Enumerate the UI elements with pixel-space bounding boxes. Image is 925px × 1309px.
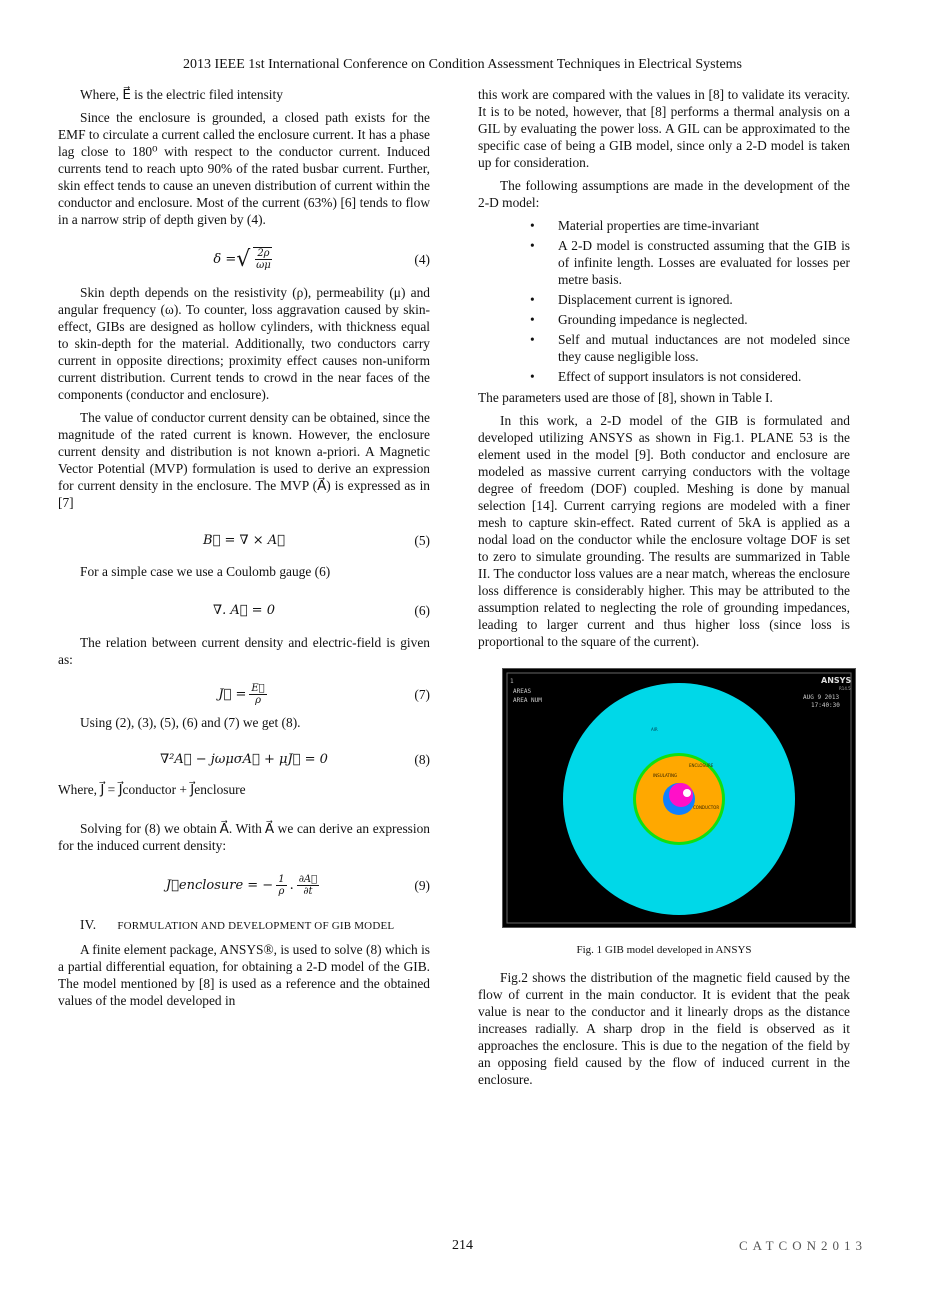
figure-caption: Fig. 1 GIB model developed in ANSYS (576, 944, 752, 956)
equation-number: (9) (414, 877, 430, 893)
list-item: • Grounding impedance is neglected. (558, 311, 850, 328)
fraction-numerator: E⃗ (251, 682, 265, 694)
equation-number: (5) (414, 532, 430, 548)
list-item: • Effect of support insulators is not considered. (558, 368, 850, 385)
section-number: IV. (80, 917, 97, 932)
fraction-denominator: ωμ (256, 260, 271, 271)
fraction-numerator: 2ρ (257, 248, 270, 259)
section-title: FORMULATION AND DEVELOPMENT OF GIB MODEL (117, 920, 395, 932)
equation-body: ∇. A⃗ = 0 (213, 602, 275, 618)
equation-6 (58, 586, 430, 634)
ansys-logo: ANSYS (821, 676, 852, 685)
running-header: 2013 IEEE 1st International Conference on Condition Assessment Techniques in Electrical Systems (182, 57, 743, 72)
equation-8 (58, 737, 430, 781)
fraction-numerator: ∂A⃗ (298, 873, 318, 885)
conductor-inner (683, 789, 691, 797)
gib-model-diagram (503, 669, 855, 927)
insulating-label: INSULATING (653, 773, 678, 778)
list-item: • Displacement current is ignored. (558, 291, 850, 308)
page-number: 214 (452, 1238, 473, 1253)
equation-7 (58, 674, 430, 714)
paragraph: this work are compared with the values in [8] to validate its veracity. It is to be noted, however, that [8] performs a thermal analysis on a GIL by evaluating the power loss. A GIL can be approximated to the specific case of being a GIB model, since only a 2-D model is taken up for consideration. (478, 87, 850, 170)
equation-lhs: J⃗ = (218, 686, 247, 702)
equation-number: (8) (414, 751, 430, 767)
paragraph: Since the enclosure is grounded, a closed path exists for the EMF to circulate a current called the enclosure current. It has a phase lag close to 180⁰ with respect to the conductor current. Induced currents tend to reach upto 90% of the rated busbar current. Further, skin effect tends to cause an uneven distribution of current within the conductor and enclosure. Most of the current (63%) [6] tends to flow in a narrow strip of depth given by (4). (58, 110, 430, 227)
paragraph: The relation between current density and electric-field is given as: (58, 635, 430, 667)
fraction-denominator: ρ (255, 694, 261, 706)
paragraph: Where, E⃗ is the electric filed intensity (80, 87, 283, 102)
frame-number: 1 (510, 678, 514, 685)
conference-footer: CATCON2013 (738, 1238, 867, 1253)
fraction-denominator: ρ (278, 885, 285, 897)
paragraph: Fig.2 shows the distribution of the magnetic field caused by the flow of current in the main conductor. It is evident that the peak value is near to the conductor and it linearly drops as the distance increases radially. A sharp drop in the field is observed as it approaches the enclosure. This is due to the negation of the field by an opposing field caused by the flow of induced current in the enclosure. (478, 970, 850, 1087)
equation-body: B⃗ = ∇ × A⃗ (203, 532, 285, 548)
fraction-denominator: ∂t (303, 885, 313, 897)
fraction-numerator: 1 (278, 873, 285, 885)
paragraph: The value of conductor current density can be obtained, since the magnitude of the rated current is known. However, the enclosure current density and distribution is not known a-priori. A Magnetic Vector Potential (MVP) formulation is used to derive an expression for current density in the enclosure. The MVP (A⃗) is expressed as in [7] (58, 410, 430, 510)
paragraph: A finite element package, ANSYS®, is used to solve (8) which is a partial differential equation, for obtaining a 2-D model of the GIB. The model mentioned by [8] is used as a reference and the obtained values of the model developed in (58, 942, 430, 1008)
equation-number: (6) (414, 602, 430, 618)
list-item: • A 2-D model is constructed assuming that the GIB is of infinite length. Losses are evaluated for losses per metre basis. (558, 237, 850, 288)
list-item: • Self and mutual inductances are not modeled since they cause negligible loss. (558, 331, 850, 365)
paragraph: The parameters used are those of [8], shown in Table I. (478, 390, 773, 405)
area-num-label: AREA NUM (513, 697, 542, 704)
equation-5 (58, 517, 430, 563)
paragraph: In this work, a 2-D model of the GIB is formulated and developed utilizing ANSYS as shown in Fig.1. PLANE 53 is the element used in the model [9]. Both conductor and enclosure are modeled as massive current carrying conductors with the voltage degree of freedom (DOF) coupled. Meshing is done by manual selection [14]. Current carrying regions are modeled with a finer mesh to capture skin-effect. Rated current of 5kA is applied as a nodal load on the conductor while the enclosure voltage DOF is set to zero to simulate grounding. The results are summarized in Table II. The conductor loss values are a near match, whereas the enclosure loss difference is considerably higher. This may be attributed to the assumption related to neglecting the role of grounding impedances, leading to larger current and thus higher loss (since loss is proportional to the square of the current). (478, 413, 850, 649)
equation-9: J⃗enclosure = − $\frac{1}{\rho}$ . $\frac{\partial A⃗}{\partial t}$ (9) (165, 873, 430, 897)
paragraph: The following assumptions are made in the development of the 2-D model: (478, 178, 850, 210)
conductor-label: CONDUCTOR (693, 805, 720, 810)
ansys-version: R14.5 (839, 686, 851, 691)
list-item: • Material properties are time-invariant (558, 217, 850, 234)
areas-label: AREAS (513, 688, 532, 695)
date-stamp: AUG 9 2013 (803, 694, 840, 701)
fraction (249, 683, 266, 706)
paragraph: For a simple case we use a Coulomb gauge (6) (80, 564, 331, 579)
equation-body: ∇²A⃗ − jωμσA⃗ + μJ⃗ = 0 (160, 751, 328, 767)
equation-lhs: J⃗enclosure = − (165, 877, 274, 893)
section-heading (80, 916, 430, 935)
right-column (478, 86, 850, 1094)
air-label: AIR (651, 727, 658, 732)
equation-number: (7) (414, 686, 430, 702)
fraction (297, 874, 319, 897)
time-stamp: 17:40:30 (811, 702, 840, 709)
equation-lhs: δ = (213, 251, 237, 267)
assumption-list (478, 217, 850, 385)
fraction (276, 874, 286, 897)
paragraph: Skin depth depends on the resistivity (ρ), permeability (μ) and angular frequency (ω). To counter, loss aggravation caused by skin-effect, GIBs are designed as hollow cylinders, with thickness equal to skin-depth for the material. Additionally, two conductors carry current in opposite directions; proximity effect causes non-uniform current distribution. Current tends to crowd in the near faces of the components (conductor and enclosure). (58, 285, 430, 402)
equation-number: (4) (414, 251, 430, 267)
paragraph: Solving for (8) we obtain A⃗. With A⃗ we can derive an expression for the induced current density: (58, 821, 430, 853)
enclosure-label: ENCLOSURE (689, 763, 714, 768)
left-column (58, 86, 430, 1015)
square-root: √ $\frac{2\rho}{\omega\mu}$ (236, 246, 271, 272)
ansys-screenshot (502, 668, 856, 928)
paragraph: Where, J⃗ = J⃗conductor + J⃗enclosure (58, 782, 246, 797)
equation-4 (58, 234, 430, 284)
figure-1 (478, 668, 850, 928)
paragraph: Using (2), (3), (5), (6) and (7) we get (8). (80, 715, 301, 730)
